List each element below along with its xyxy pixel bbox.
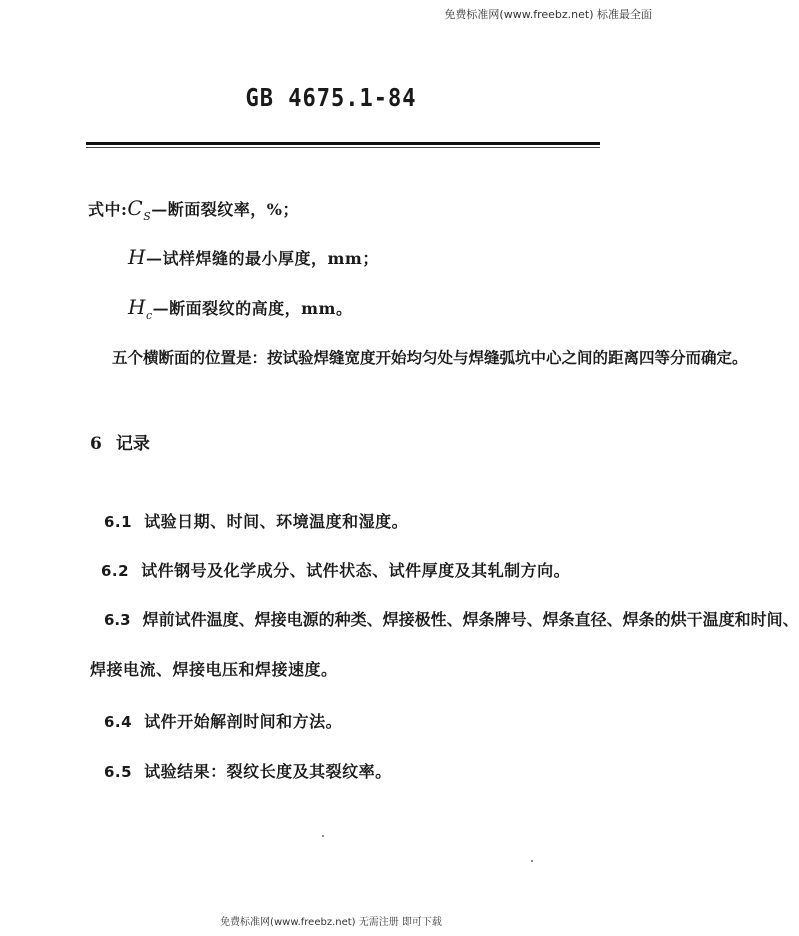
record-item-number: 6.1 <box>104 513 133 531</box>
record-item-6-5 <box>104 759 392 782</box>
watermark-bottom: 免费标准网(www.freebz.net) 无需注册 即可下载 <box>220 917 442 928</box>
record-item-number: 6.5 <box>104 763 133 781</box>
position-paragraph: 五个横断面的位置是：按试验焊缝宽度开始均匀处与焊缝弧坑中心之间的距离四等分而确定。 <box>112 348 748 367</box>
definition-text-1: —断面裂纹率，%； <box>151 200 299 219</box>
record-item-6-2 <box>101 558 570 581</box>
section-number: 6 <box>90 434 102 454</box>
symbol-c: $C_S$ <box>127 196 152 223</box>
record-item-text: 试件钢号及化学成分、试件状态、试件厚度及其轧制方向。 <box>141 561 571 580</box>
scan-speck <box>322 835 324 837</box>
record-item-6-3 <box>104 607 799 630</box>
watermark-top: 免费标准网(www.freebz.net) 标准最全面 <box>444 8 652 21</box>
symbol-hc: $H_c$ <box>128 295 153 322</box>
header-rule-thick <box>86 142 600 145</box>
definition-line-2 <box>128 245 379 269</box>
record-item-text: 试件开始解剖时间和方法。 <box>144 712 343 731</box>
definition-text-3: —断面裂纹的高度，mm。 <box>152 299 353 318</box>
symbol-h: H <box>128 245 146 269</box>
record-item-number: 6.2 <box>101 562 130 580</box>
record-item-text: 焊前试件温度、焊接电源的种类、焊接极性、焊条牌号、焊条直径、焊条的烘干温度和时间、 <box>142 610 799 629</box>
section-heading <box>90 429 150 454</box>
record-item-text: 试验结果：裂纹长度及其裂纹率。 <box>144 762 392 781</box>
record-item-6-4 <box>104 709 342 732</box>
record-item-number: 6.3 <box>104 611 131 629</box>
record-item-6-3-continuation: 焊接电流、焊接电压和焊接速度。 <box>90 660 338 679</box>
record-item-number: 6.4 <box>104 713 133 731</box>
standard-code: GB 4675.1-84 <box>245 84 417 113</box>
definition-text-2: —试样焊缝的最小厚度，mm； <box>145 249 379 268</box>
definition-line-3 <box>128 295 353 322</box>
section-title: 记录 <box>115 434 150 454</box>
definition-line-1 <box>88 196 299 223</box>
scan-speck <box>531 860 533 862</box>
definition-intro: 式中: <box>88 200 128 219</box>
record-item-6-1 <box>104 509 408 532</box>
record-item-text: 试验日期、时间、环境温度和湿度。 <box>144 512 409 531</box>
header-rule-thin <box>86 147 600 148</box>
